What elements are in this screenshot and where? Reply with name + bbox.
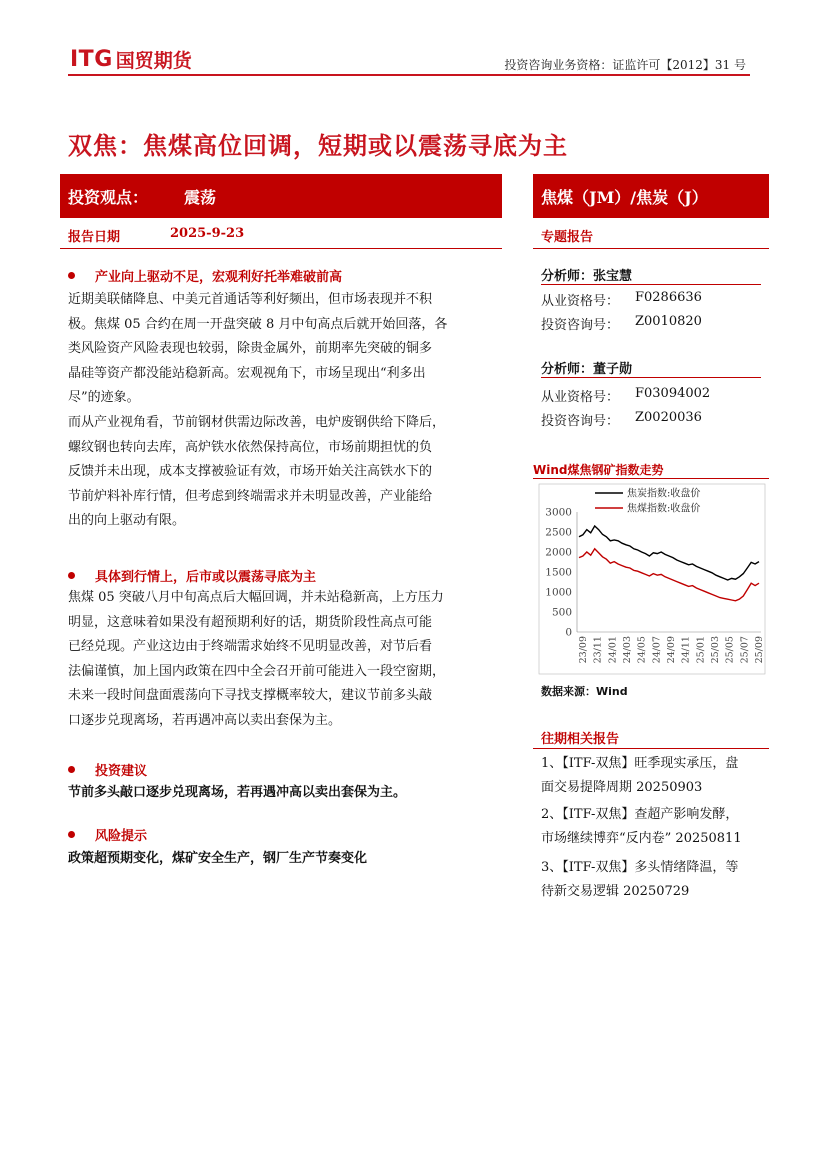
bullet-dot-icon	[68, 272, 75, 279]
advice-text: 节前多头敲口逐步兑现离场，若再遇冲高以卖出套保为主。	[68, 785, 407, 800]
x-tick-label: 24/07	[651, 636, 663, 664]
paragraph-line: 明显，这意味着如果没有超预期利好的话，期货阶段性高点可能	[68, 614, 433, 630]
related-reports-heading: 往期相关报告	[541, 732, 620, 747]
product-banner	[533, 174, 769, 218]
chart-title-divider	[533, 478, 769, 479]
related-report-item[interactable]	[541, 803, 763, 851]
section-2-paragraph	[68, 586, 496, 734]
report-type-row	[533, 222, 769, 249]
analyst-2-divider	[541, 377, 761, 378]
qualification-text: 投资咨询业务资格：证监许可【2012】31 号	[504, 58, 746, 72]
license-value: F0286636	[635, 290, 702, 305]
y-tick-label: 500	[551, 606, 572, 619]
logo-itg-text: ITG	[70, 47, 113, 72]
bullet-dot-icon	[68, 766, 75, 773]
x-tick-label: 24/01	[607, 636, 619, 664]
related-report-item[interactable]	[541, 752, 763, 800]
consult-value: Z0020036	[635, 410, 702, 425]
report-date-label: 报告日期	[68, 230, 121, 245]
advice-heading	[68, 760, 147, 779]
related-report-line: 市场继续博弈“反内卷” 20250811	[541, 831, 742, 846]
consult-label: 投资咨询号：	[541, 318, 620, 333]
related-report-item[interactable]	[541, 856, 763, 904]
report-date-row	[60, 222, 502, 249]
paragraph-line: 出的向上驱动有限。	[68, 513, 186, 529]
analyst-1-license	[541, 290, 702, 309]
logo-company-name: 国贸期货	[115, 50, 192, 72]
license-value: F03094002	[635, 386, 711, 401]
paragraph-line: 法偏谨慎，加上国内政策在四中全会召开前可能进入一段空窗期，	[68, 663, 446, 679]
y-tick-label: 1500	[545, 566, 572, 579]
legend-label: 焦煤指数:收盘价	[627, 503, 701, 515]
related-report-line: 1、【ITF-双焦】旺季现实承压，盘	[541, 756, 739, 771]
investment-view-value: 震荡	[184, 188, 217, 207]
x-tick-label: 23/09	[578, 636, 589, 664]
analyst-2-consult	[541, 410, 702, 429]
x-tick-label: 25/07	[739, 636, 751, 664]
bullet-dot-icon	[68, 572, 75, 579]
x-tick-label: 25/09	[754, 636, 765, 664]
paragraph-line: 晶硅等资产都没能站稳新高。宏观视角下，市场呈现出“利多出	[68, 365, 426, 381]
risk-heading	[68, 825, 147, 844]
product-name: 焦煤（JM）/焦炭（J）	[541, 188, 708, 207]
paragraph-line: 反馈并未出现，成本支撑被验证有效，市场开始关注高铁水下的	[68, 464, 433, 480]
x-tick-label: 24/09	[666, 636, 677, 664]
series-line-1	[579, 526, 759, 580]
report-title: 双焦：焦煤高位回调，短期或以震荡寻底为主	[68, 131, 568, 160]
chart-source: 数据来源：Wind	[541, 685, 628, 698]
x-tick-label: 25/05	[724, 636, 736, 664]
risk-heading-text: 风险提示	[95, 829, 148, 844]
section-1-heading	[68, 266, 342, 285]
paragraph-line: 类风险资产风险表现也较弱，除贵金属外，前期率先突破的铜多	[68, 341, 433, 357]
x-tick-label: 25/01	[695, 636, 707, 664]
paragraph-line: 节前炉料补库行情，但考虑到终端需求并未明显改善，产业能给	[68, 488, 433, 504]
related-report-line: 3、【ITF-双焦】多头情绪降温，等	[541, 860, 739, 875]
section-2-heading	[68, 566, 316, 585]
analyst-1-divider	[541, 284, 761, 285]
header-divider	[68, 74, 750, 76]
consult-label: 投资咨询号：	[541, 414, 620, 429]
related-report-line: 待新交易逻辑 20250729	[541, 884, 690, 899]
paragraph-line: 已经兑现。产业这边由于终端需求始终不见明显改善，对节后看	[68, 639, 433, 655]
paragraph-line: 螺纹钢也转向去库，高炉铁水依然保持高位，市场前期担忧的负	[68, 439, 433, 455]
company-logo	[70, 46, 192, 73]
paragraph-line: 未来一段时间盘面震荡向下寻找支撑概率较大，建议节前多头敲	[68, 688, 433, 704]
license-label: 从业资格号：	[541, 390, 620, 405]
y-tick-label: 2500	[545, 526, 572, 539]
paragraph-line: 近期美联储降息、中美元首通话等利好频出，但市场表现并不积	[68, 292, 433, 307]
y-tick-label: 3000	[545, 506, 572, 519]
section-1-paragraph	[68, 288, 496, 534]
bullet-dot-icon	[68, 831, 75, 838]
investment-view-banner	[60, 174, 502, 218]
risk-text: 政策超预期变化，煤矿安全生产，钢厂生产节奏变化	[68, 851, 368, 866]
analyst-2-name: 分析师：董子勋	[541, 362, 633, 377]
legend-label: 焦炭指数:收盘价	[627, 488, 701, 500]
analyst-1-name: 分析师：张宝慧	[541, 269, 633, 284]
x-tick-label: 25/03	[710, 636, 721, 664]
advice-heading-text: 投资建议	[95, 764, 148, 779]
investment-view-label: 投资观点：	[68, 188, 149, 207]
analyst-2-license	[541, 386, 710, 405]
analyst-1-consult	[541, 314, 702, 333]
chart-title: Wind煤焦钢矿指数走势	[533, 463, 664, 477]
paragraph-line: 口逐步兑现离场，若再遇冲高以卖出套保为主。	[68, 712, 342, 728]
y-tick-label: 2000	[545, 546, 572, 559]
y-tick-label: 0	[565, 626, 572, 639]
y-tick-label: 1000	[545, 586, 572, 599]
x-tick-label: 24/03	[622, 636, 633, 664]
section-2-heading-text: 具体到行情上，后市或以震荡寻底为主	[95, 570, 317, 585]
x-tick-label: 24/05	[636, 636, 648, 664]
paragraph-line: 而从产业视角看，节前钢材供需边际改善，电炉废钢供给下降后，	[68, 414, 446, 430]
section-1-heading-text: 产业向上驱动不足，宏观利好托举难破前高	[95, 270, 343, 285]
paragraph-line: 焦煤 05 突破八月中旬高点后大幅回调，并未站稳新高，上方压力	[68, 590, 444, 605]
paragraph-line: 尽”的迹象。	[68, 390, 140, 406]
coal-coke-index-chart	[533, 482, 769, 678]
x-tick-label: 24/11	[680, 636, 692, 664]
license-label: 从业资格号：	[541, 294, 620, 309]
related-report-line: 2、【ITF-双焦】查超产影响发酵，	[541, 807, 739, 822]
paragraph-line: 极。焦煤 05 合约在周一开盘突破 8 月中旬高点后就开始回落，各	[68, 316, 448, 332]
consult-value: Z0010820	[635, 314, 702, 329]
report-type: 专题报告	[541, 230, 594, 245]
related-reports-divider	[533, 748, 769, 749]
x-tick-label: 23/11	[592, 636, 604, 664]
related-report-line: 面交易提降周期 20250903	[541, 780, 703, 795]
report-date-value: 2025-9-23	[170, 226, 245, 241]
